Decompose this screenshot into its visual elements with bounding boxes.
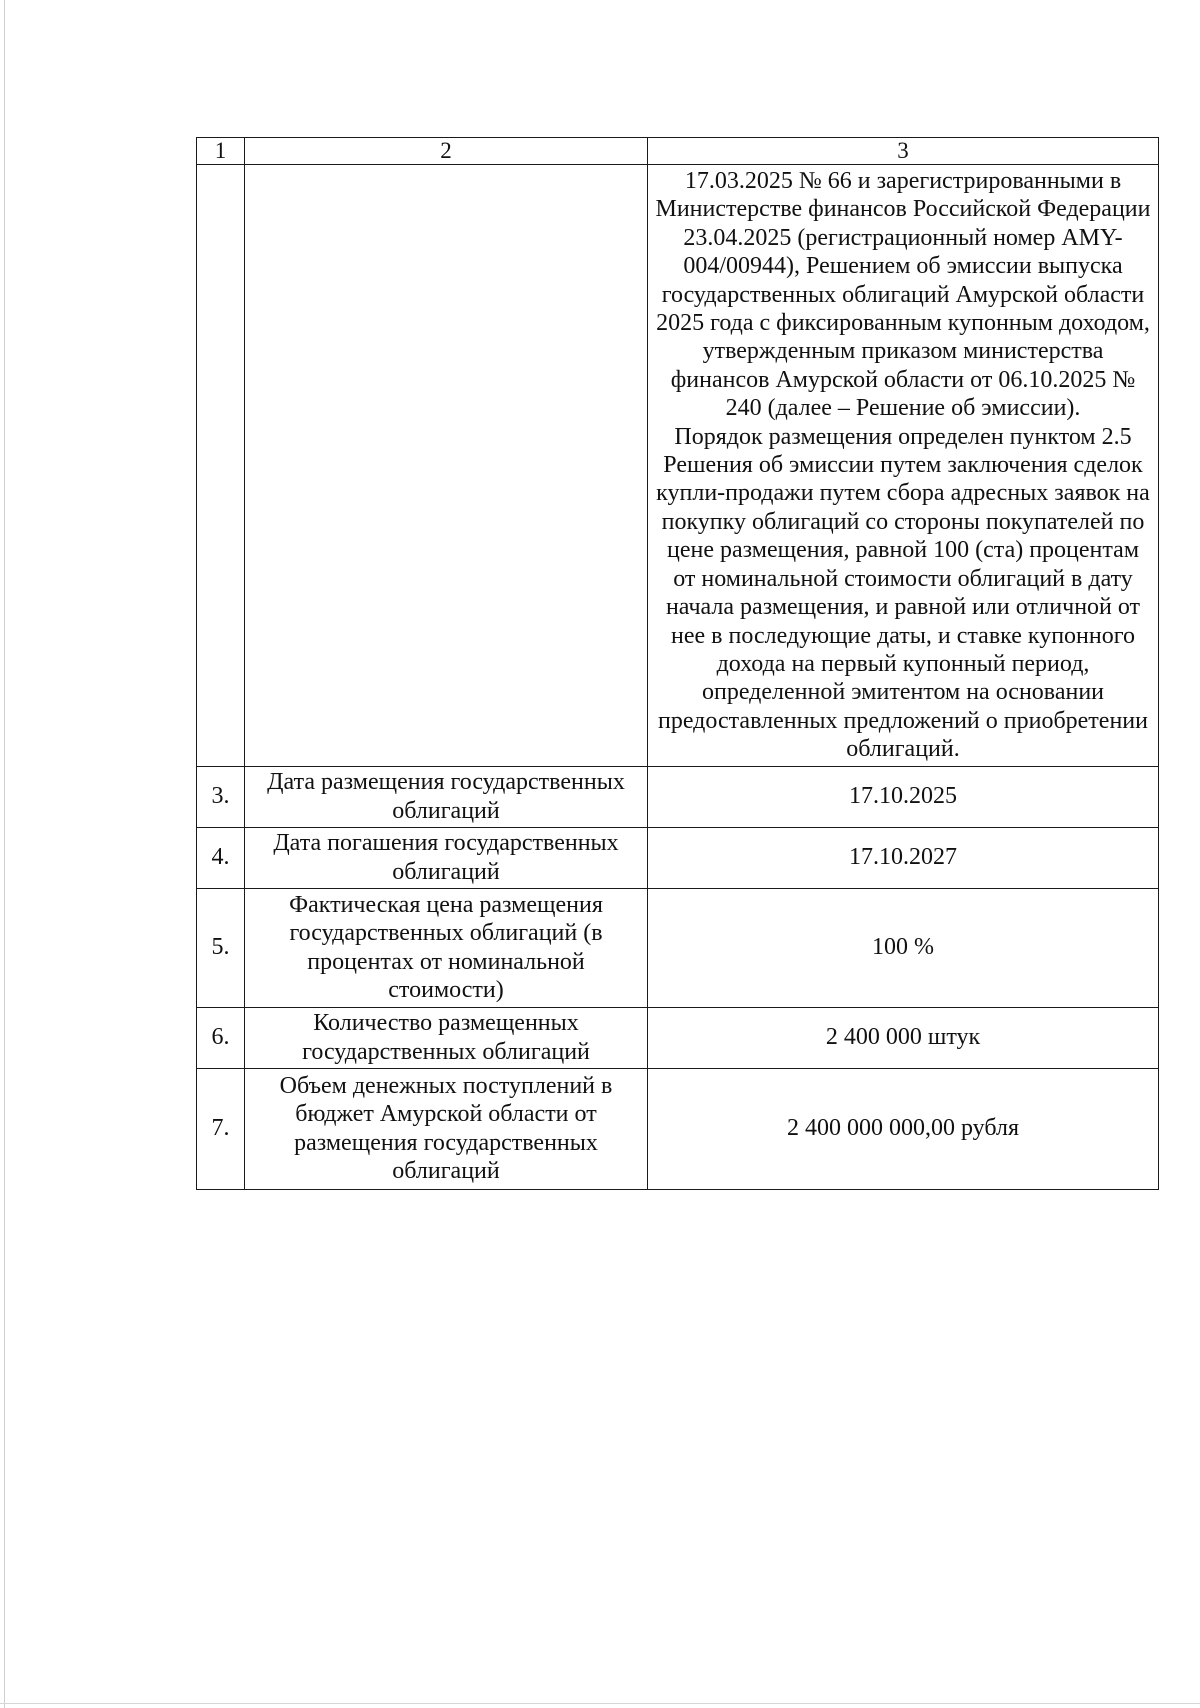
row-value: 2 400 000 штук [648, 1007, 1159, 1068]
table-row [197, 766, 1159, 827]
row-label: Фактическая цена размещения государственных облигаций (в процентах от номинальной стоимости) [245, 888, 648, 1007]
continuation-num-cell [197, 165, 245, 767]
table-row-continuation [197, 165, 1159, 767]
column-number-3: 3 [648, 138, 1159, 165]
column-number-1: 1 [197, 138, 245, 165]
row-label: Объем денежных поступлений в бюджет Амурской области от размещения государственных облигаций [245, 1068, 648, 1189]
row-number: 4. [197, 827, 245, 888]
row-value: 17.10.2027 [648, 827, 1159, 888]
row-label: Дата погашения государственных облигаций [245, 827, 648, 888]
row-value: 17.10.2025 [648, 766, 1159, 827]
continuation-label-cell [245, 165, 648, 767]
row-label: Дата размещения государственных облигаций [245, 766, 648, 827]
row-value: 100 % [648, 888, 1159, 1007]
scan-edge-bottom [0, 1703, 1200, 1704]
row-number: 6. [197, 1007, 245, 1068]
row-number: 3. [197, 766, 245, 827]
table-header-row [197, 138, 1159, 165]
table-row [197, 888, 1159, 1007]
row-label: Количество размещенных государственных облигаций [245, 1007, 648, 1068]
column-number-2: 2 [245, 138, 648, 165]
continuation-paragraph-2: Порядок размещения определен пунктом 2.5 Решения об эмиссии путем заключения сделок купли-продажи путем сбора адресных заявок на покупку облигаций со стороны покупателей по цене размещения, равной 100 (ста) процентам от номинальной стоимости облигаций в дату начала размещения, и равной или отличной от нее в последующие даты, и ставке купонного дохода на первый купонный период, определенной эмитентом на основании предоставленных предложений о приобретении облигаций. [656, 423, 1150, 763]
continuation-paragraph-1: 17.03.2025 № 66 и зарегистрированными в Министерстве финансов Российской Федерации 23.04.2025 (регистрационный номер AMY-004/00944), Решением об эмиссии выпуска государственных облигаций Амурской области 2025 года с фиксированным купонным доходом, утвержденным приказом министерства финансов Амурской области от 06.10.2025 № 240 (далее – Решение об эмиссии). [655, 168, 1151, 422]
continuation-value-cell [648, 165, 1159, 767]
scan-edge-left [4, 0, 5, 1708]
row-number: 7. [197, 1068, 245, 1189]
table-row [197, 1068, 1159, 1189]
table-row [197, 1007, 1159, 1068]
placement-table [196, 137, 1159, 1190]
row-value: 2 400 000 000,00 рубля [648, 1068, 1159, 1189]
row-number: 5. [197, 888, 245, 1007]
table-row [197, 827, 1159, 888]
